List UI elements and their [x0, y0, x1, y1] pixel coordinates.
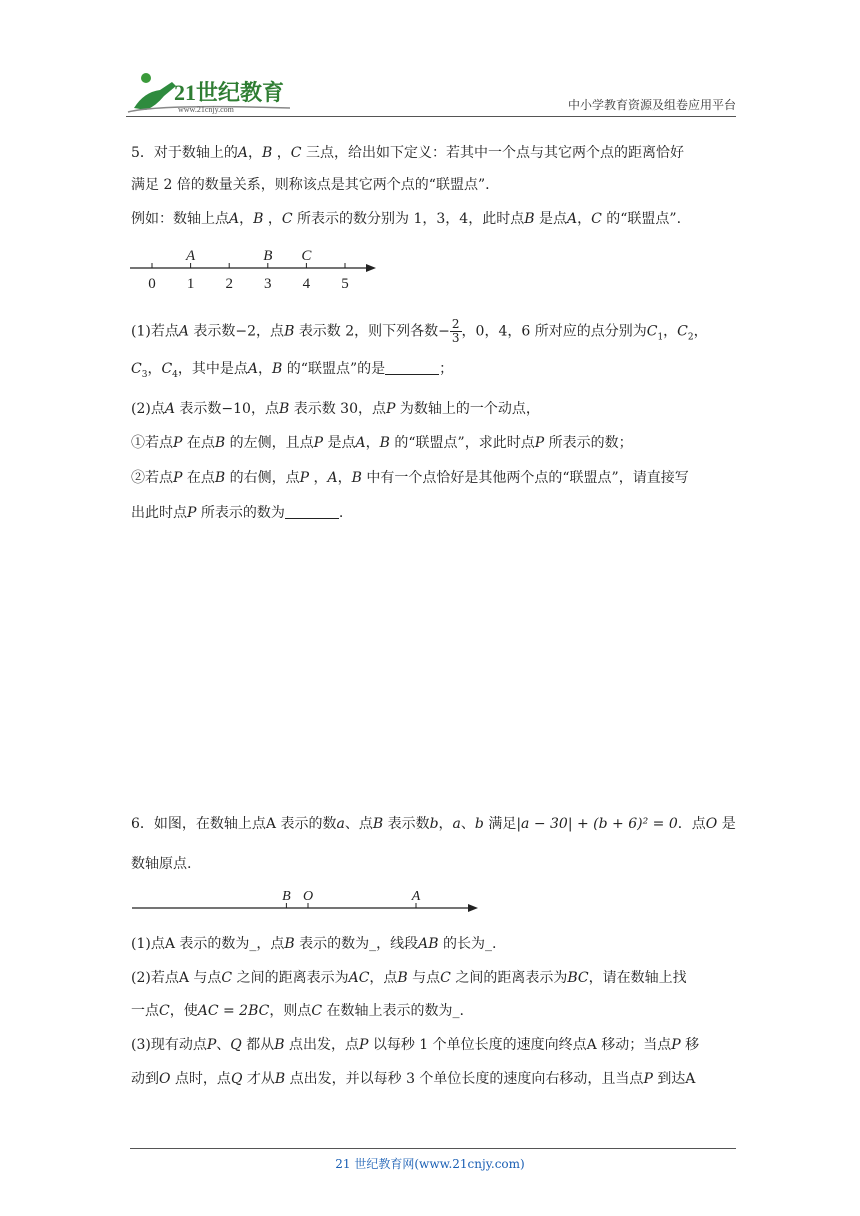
q6-part2-line2: 一点C，使AC = 2BC，则点C 在数轴上表示的数为_.	[131, 1003, 464, 1019]
tick-label: 1	[186, 276, 195, 292]
tick-label: 3	[264, 276, 272, 292]
q5-line2: 满足 2 倍的数量关系，则称该点是其它两个点的“联盟点”.	[131, 177, 490, 193]
equation: |a − 30| + (b + 6)² = 0	[516, 816, 678, 832]
svg-text:www.21cnjy.com: www.21cnjy.com	[178, 105, 234, 114]
tick-label: 0	[148, 276, 156, 292]
q6-number-line	[128, 884, 488, 920]
q5-part1-line2: $C_3$，$C_4$，其中是点A，B 的“联盟点”的是 ；	[131, 361, 454, 380]
header-platform-name: 中小学教育资源及组卷应用平台	[567, 98, 736, 112]
point-label: B	[282, 889, 291, 904]
point-label: A	[411, 889, 421, 904]
point-label: O	[302, 889, 314, 904]
point-label: A	[186, 248, 196, 264]
q5-part2: (2)点A 表示数−10，点B 表示数 30，点P 为数轴上的一个动点，	[131, 401, 540, 417]
q5-part1-line1: (1)若点A 表示数−2，点B 表示数 2，则下列各数− $\frac{2}{3}$ ，0，4，6 所对应的点分别为$C_1$，$C_2$，	[131, 317, 708, 345]
tick-label: 5	[341, 276, 349, 292]
header-divider	[126, 116, 736, 117]
q5-number-line	[126, 244, 386, 294]
answer-blank[interactable]	[385, 360, 439, 375]
q5-example: 例如：数轴上点A，B ，C 所表示的数分别为 1，3，4，此时点B 是点A，C 的“联盟点”.	[131, 211, 682, 227]
q5-line1: 5．对于数轴上的A，B ，C 三点，给出如下定义：若其中一个点与其它两个点的距离恰好	[131, 145, 684, 161]
fraction-two-thirds: $\frac{2}{3}$	[451, 317, 460, 345]
svg-text:21世纪教育: 21世纪教育	[174, 80, 285, 105]
site-logo	[120, 68, 300, 116]
point-label: C	[301, 248, 312, 264]
q6-part2-line1: (2)若点A 与点C 之间的距离表示为AC，点B 与点C 之间的距离表示为BC，请在数轴上找	[131, 970, 687, 986]
tick-label: 2	[225, 276, 233, 292]
answer-blank[interactable]	[285, 504, 339, 519]
tick-label: 4	[302, 276, 311, 292]
q6-part1: (1)点A 表示的数为_，点B 表示的数为_，线段AB 的长为_.	[131, 936, 497, 952]
footer-website: 21 世纪教育网(www.21cnjy.com)	[335, 1157, 525, 1171]
q5-part2-sub2-cont: 出此时点P 所表示的数为 .	[131, 505, 344, 521]
q5-part2-sub2: ②若点P 在点B 的右侧，点P ，A，B 中有一个点恰好是其他两个点的“联盟点”，请直接写	[131, 470, 689, 486]
q6-part3-line1: (3)现有动点P、Q 都从B 点出发，点P 以每秒 1 个单位长度的速度向终点A 移动；当点P 移	[131, 1037, 700, 1053]
q6-line1: 6．如图，在数轴上点A 表示的数a、点B 表示数b，a、b 满足|a − 30| + (b + 6)² = 0．点O 是	[131, 816, 736, 832]
footer-divider	[130, 1148, 736, 1149]
q6-part3-line2: 动到O 点时，点Q 才从B 点出发，并以每秒 3 个单位长度的速度向右移动，且当点P 到达A	[131, 1071, 696, 1087]
q5-part2-sub1: ①若点P 在点B 的左侧，且点P 是点A，B 的“联盟点”，求此时点P 所表示的数；	[131, 435, 633, 451]
q6-line2: 数轴原点.	[131, 856, 192, 872]
point-label: B	[263, 248, 273, 264]
